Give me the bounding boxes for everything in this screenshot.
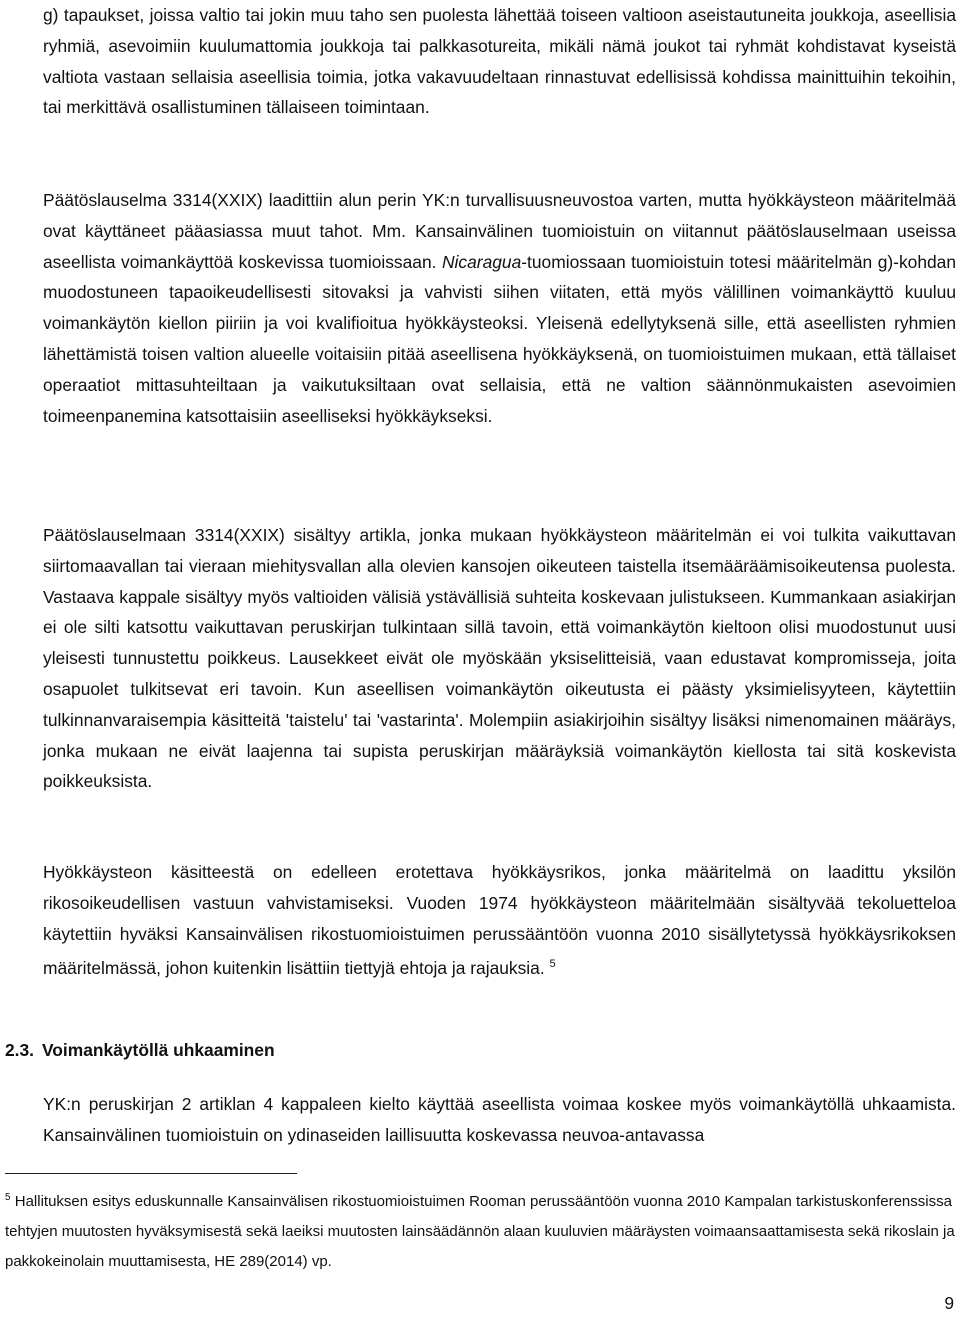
paragraph-text: YK:n peruskirjan 2 artiklan 4 kappaleen kielto käyttää aseellista voimaa koskee myös voimankäytöllä uhkaamista. Kansainvälinen tuomioistuin on ydinaseiden laillisuutta koskevassa neuvoa-antavassa	[43, 1094, 956, 1145]
footnote-marker: 5	[5, 1192, 11, 1203]
paragraph-threat-of-force	[43, 1089, 956, 1151]
section-number: 2.3.	[5, 1040, 35, 1060]
paragraph-text: -tuomiossaan tuomioistuin totesi määritelmän g)-kohdan muodostuneen tapaoikeudellisesti sitovaksi ja vahvisti siihen viitaten, että myös välillinen voimankäyttö kuuluu voimankäytön kiellon piiriin ja voi kvalifioitua hyökkäysteoksi. Yleisenä edellytyksenä sille, että aseellisten ryhmien lähettämistä toisen valtion alueelle voitaisiin pitää aseellisena hyökkäyksenä, on tuomioistuimen mukaan, että tällaiset operaatiot mittasuhteiltaan ja vaikutuksiltaan ovat sellaisia, että ne valtion säännönmukaisten asevoimien toimeenpanemina katsottaisiin aseelliseksi hyökkäykseksi.	[43, 251, 957, 426]
footnote-text: Hallituksen esitys eduskunnalle Kansainvälisen rikostuomioistuimen Rooman perussääntöön vuonna 2010 Kampalan tarkistuskonferenssissa tehtyjen muutosten hyväksymisestä sekä laeiksi muutosten lainsäädännön alaan kuuluvien määräysten voimaansaattamisesta sekä rikoslain ja pakkokeinolain muuttamisesta, HE 289(2014) vp.	[5, 1193, 955, 1270]
paragraph-text: Hyökkäysteon käsitteestä on edelleen erotettava hyökkäysrikos, jonka määritelmä on laadittu yksilön rikosoikeudellisen vastuun vahvistamiseksi. Vuoden 1974 hyökkäysteon määritelmään sisältyvää tekoluetteloa käytettiin hyväksi Kansainvälisen rikostuomioistuimen perussääntöön vuonna 2010 sisällytetyssä hyökkäysrikoksen määritelmässä, johon kuitenkin lisättiin tiettyjä ehtoja ja rajauksia.	[43, 862, 956, 979]
section-heading	[5, 1035, 275, 1065]
paragraph-resolution-3314	[43, 185, 956, 431]
paragraph-self-determination	[43, 520, 956, 797]
paragraph-definition-g	[43, 0, 956, 123]
footnote-separator	[5, 1173, 297, 1174]
footnote	[5, 1183, 955, 1277]
paragraph-crime-of-aggression	[43, 857, 956, 984]
paragraph-text: g) tapaukset, joissa valtio tai jokin muu taho sen puolesta lähettää toiseen valtioon aseistautuneita joukkoja, aseellisia ryhmiä, asevoimiin kuulumattomia joukkoja tai palkkasotureita, mikäli nämä joukot tai ryhmät kohdistavat kyseistä valtiota vastaan sellaisia aseellisia toimia, jotka vakavuudeltaan rinnastuvat edellisissä kohdissa mainittuihin tekoihin, tai merkittävä osallistuminen tällaiseen toimintaan.	[43, 5, 956, 118]
footnote-reference[interactable]: 5	[549, 958, 556, 971]
case-name-italic: Nicaragua	[441, 251, 522, 272]
paragraph-text: Päätöslauselma 3314(XXIX) laadittiin alun perin YK:n turvallisuusneuvostoa varten, mutta hyökkäysteon määritelmää ovat käyttäneet pääasiassa muut tahot. Mm. Kansainvälinen tuomioistuin on viitannut päätöslauselmaan useissa aseellista voimankäyttöä koskevissa tuomioissaan.	[43, 190, 956, 272]
page-number: 9	[944, 1293, 954, 1313]
section-title: Voimankäytöllä uhkaaminen	[42, 1040, 275, 1060]
paragraph-text: Päätöslauselmaan 3314(XXIX) sisältyy artikla, jonka mukaan hyökkäysteon määritelmän ei voi tulkita vaikuttavan siirtomaavallan tai vieraan miehitysvallan alla olevien kansojen oikeuteen taistella itsemääräämisoikeutensa puolesta. Vastaava kappale sisältyy myös valtioiden välisiä ystävällisiä suhteita koskevaan julistukseen. Kummankaan asiakirjan ei ole silti katsottu vaikuttavan peruskirjan tulkintaan sillä tavoin, että voimankäytön kieltoon olisi muodostunut uusi yleisesti tunnustettu poikkeus. Lausekkeet eivät ole myöskään yksiselitteisiä, vaan edustavat kompromisseja, joita osapuolet tulkitsevat eri tavoin. Kun aseellisen voimankäytön oikeutusta ei päästy yksimielisyyteen, käytettiin tulkinnanvaraisempia käsitteitä 'taistelu' tai 'vastarinta'. Molempiin asiakirjoihin sisältyy lisäksi nimenomainen määräys, jonka mukaan ne eivät laajenna tai supista peruskirjan määräyksiä voimankäytön kiellosta tai sitä koskevista poikkeuksista.	[43, 525, 956, 792]
